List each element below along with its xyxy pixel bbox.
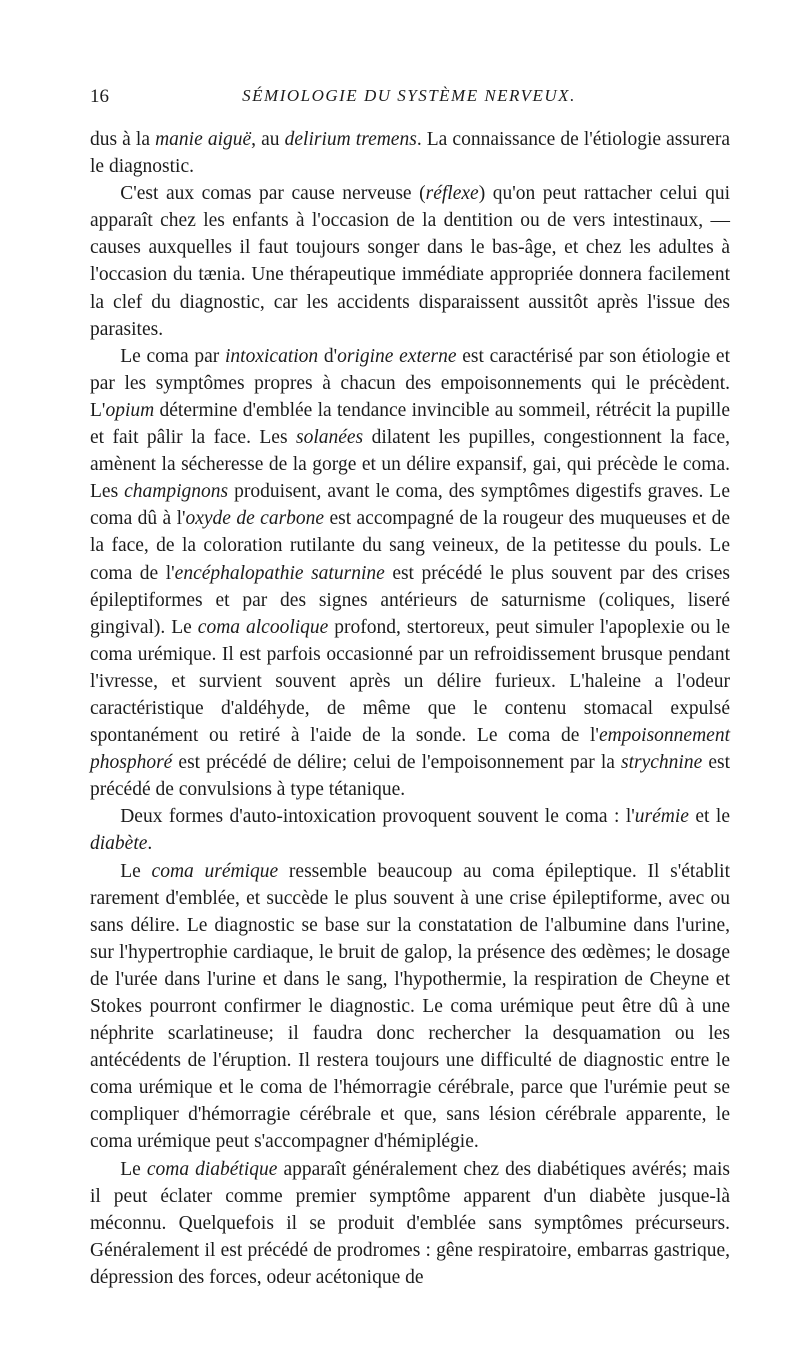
text-run: Le — [120, 860, 152, 882]
italic-term: empoisonnement phosphoré — [90, 725, 730, 774]
text-run: est caractérisé par son étiologie et par les symptômes propres à chacun des empoisonnements qui le précèdent. L' — [90, 345, 730, 421]
text-run: Le coma par — [120, 345, 225, 367]
text-run: profond, stertoreux, peut simuler l'apoplexie ou le coma urémique. Il est parfois occasionné par un refroidissement brusque pendant l'ivresse, et survient souvent après un délire furieux. L'haleine a l'odeur caractéristique d'aldéhyde, de même que le contenu stomacal expulsé spontanément ou retiré à l'aide de la sonde. Le coma de l' — [90, 616, 730, 747]
italic-term: solanées — [295, 427, 364, 449]
italic-term: intoxication — [225, 345, 319, 367]
text-run: et le — [688, 806, 730, 828]
text-run: ressemble beaucoup au coma épileptique. Il s'établit rarement d'emblée, et succède le plus souvent à une crise épileptiforme, avec ou sans délire. Le diagnostic se base sur la constatation de l'albumine dans l'urine, sur l'hypertrophie cardiaque, le bruit de galop, la présence des œdèmes; le dosage de l'urée dans l'urine et dans le sang, l'hypothermie, la respiration de Cheyne et Stokes pourront confirmer le diagnostic. Le coma urémique peut être dû à une néphrite scarlatineuse; il faudra donc rechercher la desquamation ou les antécédents de l'éruption. Il restera toujours une difficulté de diagnostic entre le coma urémique et le coma de l'hémorragie cérébrale, parce que l'urémie peut se compliquer d'hémorragie cérébrale et que, sans lésion cérébrale apparente, le coma urémique peut s'accompagner d'hémiplégie. — [90, 860, 731, 1153]
italic-term: urémie — [634, 806, 689, 828]
italic-term: strychnine — [621, 752, 703, 774]
text-run: produisent, avant le coma, des symptômes digestifs graves. Le coma dû à l' — [90, 481, 730, 530]
text-run: d' — [318, 345, 338, 367]
text-run: Le — [120, 1158, 147, 1180]
italic-term: réflexe — [425, 183, 479, 205]
paragraph — [90, 126, 730, 180]
text-run: , au — [251, 129, 285, 150]
text-run: Deux formes d'auto-intoxication provoquent souvent le coma : l' — [120, 806, 635, 828]
paragraph — [90, 1156, 730, 1291]
italic-term: coma urémique — [151, 860, 279, 882]
italic-term: diabète — [90, 833, 148, 855]
text-run: est précédé de délire; celui de l'empoisonnement par la — [172, 752, 622, 774]
italic-term: opium — [105, 399, 155, 421]
italic-term: manie aiguë — [155, 129, 252, 150]
italic-term: origine externe — [337, 345, 457, 367]
text-run: ) qu'on peut rattacher celui qui apparaît chez les enfants à l'occasion de la dentition ou de vers intestinaux, — causes auxquelles il faut toujours songer dans le bas-âge, et chez les adultes à l'occasion du tænia. Une thérapeutique immédiate appropriée donnera facilement la clef du diagnostic, car les accidents disparaissent aussitôt après l'issue des parasites. — [90, 183, 730, 340]
body-text — [90, 126, 730, 1291]
text-run: . — [147, 833, 153, 855]
italic-term: encéphalopathie saturnine — [174, 562, 385, 584]
text-run: . La connaissance de l'étiologie assurera le diagnostic. — [90, 129, 731, 178]
paragraph — [90, 803, 730, 857]
paragraph — [90, 858, 730, 1156]
italic-term: coma diabétique — [146, 1158, 278, 1180]
text-run: dilatent les pupilles, congestionnent la face, amènent la sécheresse de la gorge et un délire expansif, gai, qui précède le coma. Les — [90, 427, 730, 503]
text-run: dus à la — [90, 129, 156, 150]
text-run: est précédé le plus souvent par des crises épileptiformes et par des signes antérieurs de saturnisme (coliques, liseré gingival). Le — [90, 562, 730, 638]
running-title: SÉMIOLOGIE DU SYSTÈME NERVEUX. — [242, 86, 576, 105]
page-header — [90, 86, 728, 112]
text-run: C'est aux comas par cause nerveuse ( — [120, 183, 426, 205]
text-run: apparaît généralement chez des diabétiques avérés; mais il peut éclater comme premier symptôme apparent d'un diabète jusque-là méconnu. Quelquefois il se produit d'emblée sans symptômes précurseurs. Généralement il est précédé de prodromes : gêne respiratoire, embarras gastrique, dépression des forces, odeur acétonique de — [90, 1158, 730, 1288]
text-run: détermine d'emblée la tendance invincible au sommeil, rétrécit la pupille et fait pâlir la face. Les — [90, 399, 730, 449]
text-run: est précédé de convulsions à type tétanique. — [90, 752, 730, 801]
italic-term: oxyde de carbone — [185, 508, 325, 530]
page-number: 16 — [90, 86, 109, 107]
text-run: est accompagné de la rougeur des muqueuses et de la face, de la coloration rutilante du sang veineux, de la petitesse du pouls. Le coma de l' — [90, 508, 730, 584]
italic-term: champignons — [124, 481, 229, 503]
italic-term: delirium tremens — [284, 129, 417, 150]
paragraph — [90, 180, 730, 343]
italic-term: coma alcoolique — [197, 616, 329, 638]
paragraph — [90, 343, 730, 804]
